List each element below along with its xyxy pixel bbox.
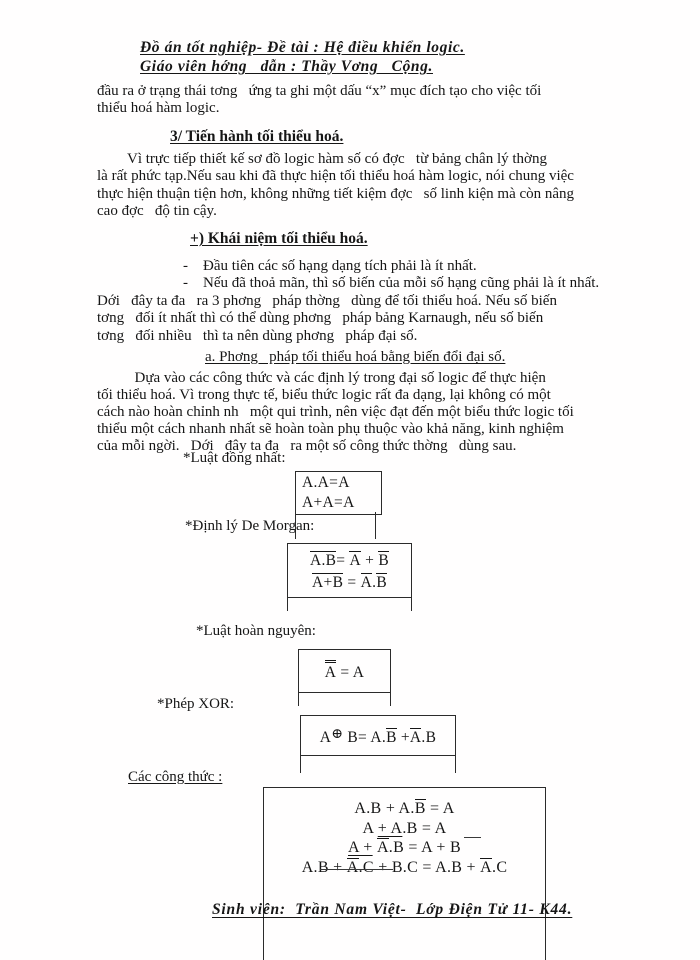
text-line: thiểu hoá hàm logic. [97,100,220,117]
concept-heading: +) Khái niệm tối thiểu hoá. [190,230,368,247]
text-line: Dới đây ta đa ra 3 phơng pháp thờng dùng để tối thiểu hoá. Nếu số biến [97,293,557,309]
text-line: A+A=A [302,493,355,511]
formula-box-xor [300,715,456,756]
demorgan-eq-1 [288,550,411,572]
formula-box-involution [298,649,391,693]
common-eq-2 [264,819,545,839]
method-a-heading: a. Phơng pháp tối thiểu hoá bằng biến đổi đại số. [205,349,506,365]
text-line: thiểu một cách nhanh nhất sẽ hoàn toàn phụ thuộc vào khả năng, kinh nghiệm [97,421,564,437]
formula-token: B [386,729,397,746]
text-line: A.A=A [302,474,350,491]
xor-eq [301,726,455,747]
text-line: tối thiểu hoá. Vì trong thực tế, biểu thức logic rất đa dạng, lại không có một [97,387,551,403]
text-line: - Đầu tiên các số hạng dạng tích phải là ít nhất. [183,258,477,274]
label-involution-law: *Luật hoàn nguyên: [196,623,316,639]
formula-token: A [362,819,378,837]
formula-token: A+B [312,574,344,591]
paragraph-algebraic [97,370,614,455]
formula-token: . [372,574,377,591]
formula-token: A.B [309,552,337,569]
formula-token: + [396,729,410,746]
text-line: tơng đối ít nhất thì có thể dùng phơng pháp bảng Karnaugh, nếu số biến [97,310,544,327]
formula-token: A + [348,839,373,856]
formula-token: B [378,552,390,569]
label-identity-law: *Luật đồng nhất: [183,450,286,466]
text-line: Vì trực tiếp thiết kế sơ đồ logic hàm số có đợc từ bảng chân lý thờng [97,151,547,167]
formula-token: A [409,729,422,746]
label-de-morgan: *Định lý De Morgan: [185,518,315,534]
concept-bullets [97,258,614,293]
formula-token: .C + B.C = A.B + [358,858,481,876]
text-line: đầu ra ở trạng thái tơng ứng ta ghi một dấu “x” mục đích tạo cho việc tối [97,83,542,99]
formula-token: B= A. [343,729,387,746]
text-line: là rất phức tạp.Nếu sau khi đã thực hiện tối thiểu hoá hàm logic, nói chung việc [97,168,574,185]
formula-token: A [319,729,332,746]
common-eq-4 [264,858,545,878]
label-formulas: Các công thức : [128,769,223,785]
paragraph-three-methods [97,293,614,345]
text-line: - Nếu đã thoả mãn, thì số biến của mỗi số hạng cũng phải là ít nhất. [183,275,600,292]
formula-token: A [325,660,337,681]
text-line: tơng đối nhiều thì ta nên dùng phơng pháp đại số. [97,327,418,344]
header-supervisor: Giáo viên hớng dẫn : Thầy Vơng Cộng. [140,58,433,75]
formula-token: .C [492,858,508,876]
text-line: cao đợc độ tin cậy. [97,203,217,220]
text-line: Dựa vào các công thức và các định lý trong đại số logic để thực hiện [97,370,546,386]
formula-token: = A [425,800,455,817]
formula-token: .B = A [402,819,447,837]
paragraph-intro [97,83,612,118]
formula-token: = [343,574,361,591]
formula-token: A [376,839,389,856]
involution-eq [299,660,390,682]
formula-token: A [346,858,359,876]
formula-token: B [376,574,387,591]
text-line: của mỗi ngời. Dới đây ta đa ra một số công thức thờng dùng sau. [97,438,517,454]
formula-token: A [480,858,493,876]
paragraph-why-minimize [97,151,614,221]
text-line: cách nào hoàn chỉnh nh một qui trình, nên việc đạt đến một biểu thức logic tối [97,404,574,420]
formula-token: A.B + [301,858,347,876]
formula-token: B [414,800,426,817]
formula-token: ⊕ [331,727,344,742]
formula-box-common [263,787,546,960]
formula-token: A [349,552,361,569]
section-heading-3: 3/ Tiến hành tối thiểu hoá. [170,128,344,145]
text-line: thực hiện thuận tiện hơn, không những tiết kiệm đợc số linh kiện mà còn nâng [97,185,575,202]
header-project-title: Đồ án tốt nghiệp- Đề tài : Hệ điều khiển logic. [140,39,465,56]
formula-token: = [336,552,350,569]
demorgan-eq-2 [288,572,411,594]
box-connector [298,691,391,706]
formula-box-identity [295,471,382,515]
formula-token: = A [336,664,365,681]
common-eq-3 [264,838,545,858]
formula-token: + [360,552,379,569]
formula-token: .B [421,729,437,746]
formula-token: A.B + A. [354,800,415,817]
formula-underline-mark [320,869,393,870]
formula-token: A [360,574,373,591]
stray-overline-mark [464,837,481,838]
label-xor: *Phép XOR: [157,696,235,712]
box-connector [287,596,412,611]
formula-box-demorgan [287,543,412,598]
box-connector [300,754,456,773]
formula-token: + A [377,819,403,837]
footer-student: Sinh viên: Trần Nam Việt- Lớp Điện Tử 11- K44. [212,901,573,918]
common-eq-1 [264,799,545,819]
page-header [140,38,465,76]
formula-token: .B = A + B [388,839,461,856]
